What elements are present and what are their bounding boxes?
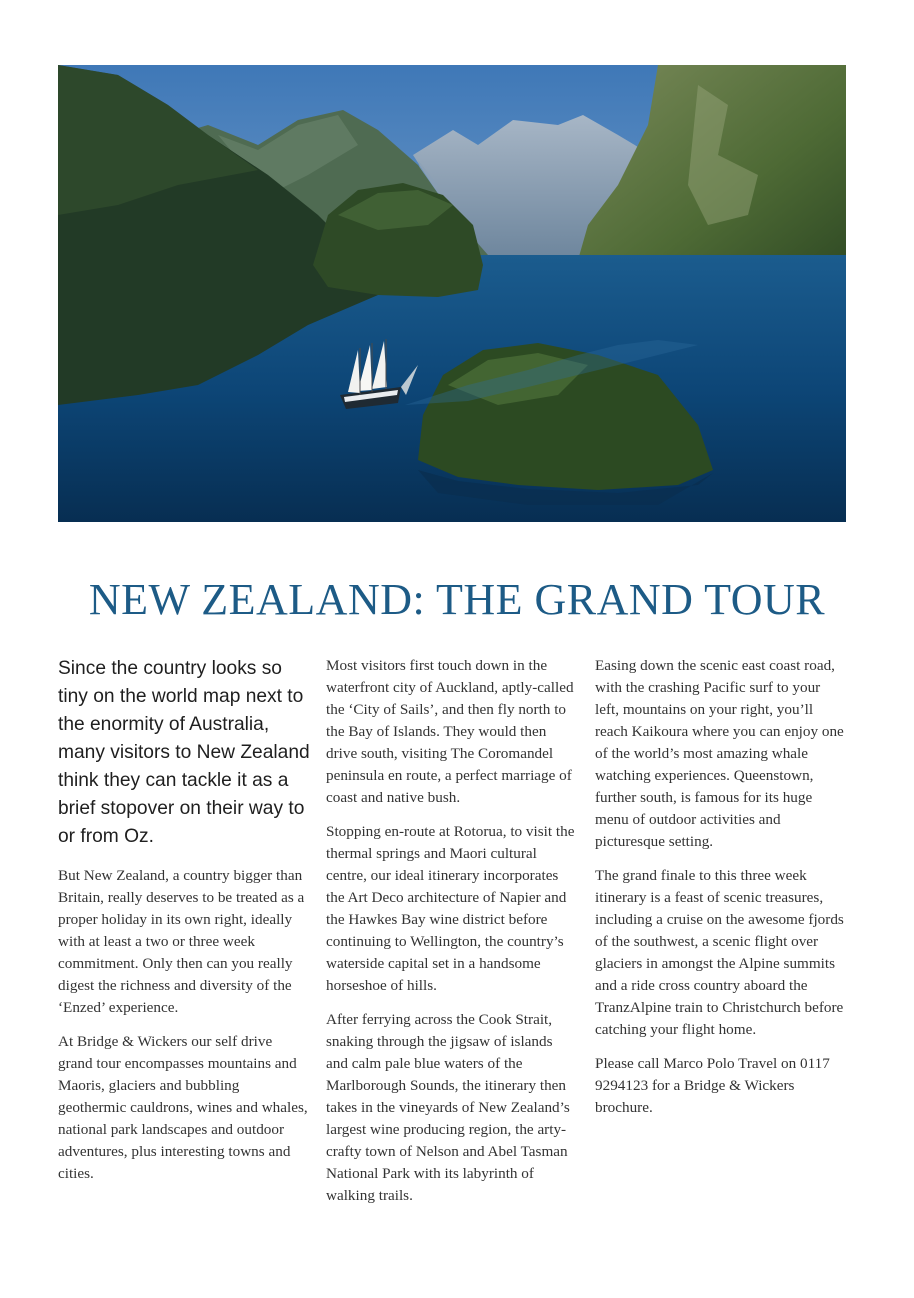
body-paragraph: Stopping en-route at Rotorua, to visit the thermal springs and Maori cultural centre, our ideal itinerary incorporates the Art Deco architecture of Napier and the Hawkes Bay wine district before continuing to Wellington, the country’s waterside capital set in a handsome horseshoe of hills. — [326, 823, 575, 994]
column-3 — [595, 655, 847, 1131]
page-title: NEW ZEALAND: THE GRAND TOUR — [88, 575, 826, 624]
body-paragraph: The grand finale to this three week itinerary is a feast of scenic treasures, including a cruise on the awesome fjords of the southwest, a scenic flight over glaciers in amongst the Alpine summits and a ride cross country aboard the TranzAlpine train to Christchurch before catching your flight home. — [595, 867, 844, 1038]
lead-paragraph: Since the country looks so tiny on the world map next to the enormity of Australia, many visitors to New Zealand think they can tackle it as a brief stopover on their way to or from Oz. — [58, 658, 310, 847]
body-paragraph: At Bridge & Wickers our self drive grand tour encompasses mountains and Maoris, glaciers and bubbling geothermic cauldrons, wines and whales, national park landscapes and outdoor adventures, plus interesting towns and cities. — [58, 1033, 308, 1182]
column-2 — [326, 655, 578, 1219]
fjord-illustration — [58, 65, 846, 522]
body-paragraph: But New Zealand, a country bigger than Britain, really deserves to be treated as a proper holiday in its own right, ideally with at least a two or three week commitment. Only then can you really digest the richness and diversity of the ‘Enzed’ experience. — [58, 867, 305, 1016]
column-1 — [58, 655, 310, 1197]
body-paragraph: Easing down the scenic east coast road, with the crashing Pacific surf to your left, mountains on your right, you’ll reach Kaikoura where you can enjoy one of the world’s most amazing whale watching experiences. Queenstown, further south, is famous for its huge menu of outdoor activities and picturesque setting. — [595, 657, 844, 850]
hero-photo — [58, 65, 846, 522]
body-paragraph: Most visitors first touch down in the waterfront city of Auckland, aptly-called the ‘City of Sails’, and then fly north to the Bay of Islands. They would then drive south, visiting The Coromandel peninsula en route, a perfect marriage of coast and native bush. — [326, 657, 574, 806]
contact-paragraph: Please call Marco Polo Travel on 0117 9294123 for a Bridge & Wickers brochure. — [595, 1055, 830, 1116]
body-paragraph: After ferrying across the Cook Strait, snaking through the jigsaw of islands and calm pale blue waters of the Marlborough Sounds, the itinerary then takes in the vineyards of New Zealand’s largest wine producing region, the arty-crafty town of Nelson and Abel Tasman National Park with its labyrinth of walking trails. — [326, 1011, 570, 1204]
